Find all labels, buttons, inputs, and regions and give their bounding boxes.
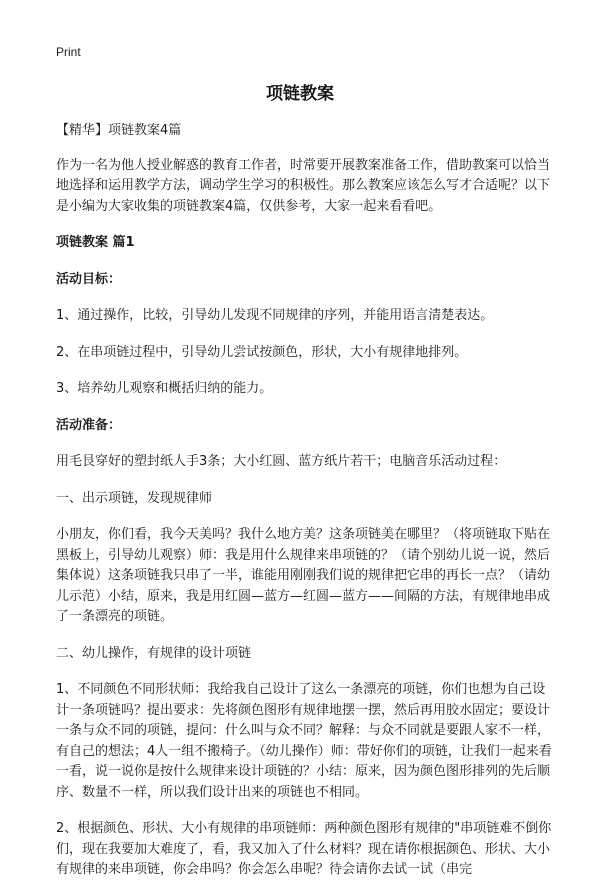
step2-heading: 二、幼儿操作，有规律的设计项链 bbox=[56, 645, 252, 661]
step2-paragraph-2: 2、根据颜色、形状、大小有规律的串项链师：两种颜色图形有规律的"串项链难不倒你们，现在我要加大难度了，看，我又加入了什么材料？现在请你根据颜色、形状、大小有规律的来串项链，你会串吗？你会怎么串呢？待会请你去试一试（串完 bbox=[56, 821, 552, 877]
prep-heading: 活动准备： bbox=[56, 417, 122, 433]
section-heading: 项链教案 篇1 bbox=[56, 235, 135, 250]
print-label: Print bbox=[56, 45, 81, 59]
prep-paragraph: 用毛艮穿好的塑封纸人手3条；大小红圆、蓝方纸片若干；电脑音乐活动过程： bbox=[56, 454, 507, 469]
document-title: 项链教案 bbox=[266, 84, 334, 104]
step2-paragraph-1: 1、不同颜色不同形状师：我给我自己设计了这么一条漂亮的项链，你们也想为自己设计一条项链吗？提出要求：先将颜色图形有规律地摆一摆，然后再用胶水固定；要设计一条与众不同的项链，提问：什么叫与众不同？解释：与众不同就是要跟人家不一样，有自己的想法；4人一组不搬椅子。（幼儿操作）师：带好你们的项链，让我们一起来看一看，说一说你是按什么规律来设计项链的？小结：原来，因为颜色图形排列的先后顺序、数量不一样，所以我们设计出来的项链也不相同。 bbox=[56, 682, 552, 800]
document-subtitle: 【精华】项链教案4篇 bbox=[56, 123, 182, 138]
intro-paragraph: 作为一名为他人授业解惑的教育工作者，时常要开展教案准备工作，借助教案可以恰当地选择和运用教学方法，调动学生学习的积极性。那么教案应该怎么写才合适呢？以下是小编为大家收集的项链教案4篇，仅供参考，大家一起来看看吧。 bbox=[56, 157, 551, 214]
goals-heading: 活动目标： bbox=[56, 271, 122, 287]
goal-item: 1、通过操作，比较，引导幼儿发现不同规律的序列，并能用语言清楚表达。 bbox=[56, 308, 494, 323]
goal-item: 3、培养幼儿观察和概括归纳的能力。 bbox=[56, 381, 273, 396]
step1-heading: 一、出示项链，发现规律师 bbox=[56, 490, 213, 506]
step1-paragraph: 小朋友，你们看，我今天美吗？我什么地方美？这条项链美在哪里？（将项链取下贴在黑板上，引导幼儿观察）师：我是用什么规律来串项链的？（请个别幼儿说一说，然后集体说）这条项链我只串了一半，谁能用刚刚我们说的规律把它串的再长一点？（请幼儿示范）小结，原来，我是用红圆—蓝方—红圆—蓝方——间隔的方法，有规律地串成了一条漂亮的项链。 bbox=[56, 527, 551, 624]
goal-item: 2、在串项链过程中，引导幼儿尝试按颜色，形状，大小有规律地排列。 bbox=[56, 344, 468, 360]
document-body bbox=[56, 121, 552, 881]
